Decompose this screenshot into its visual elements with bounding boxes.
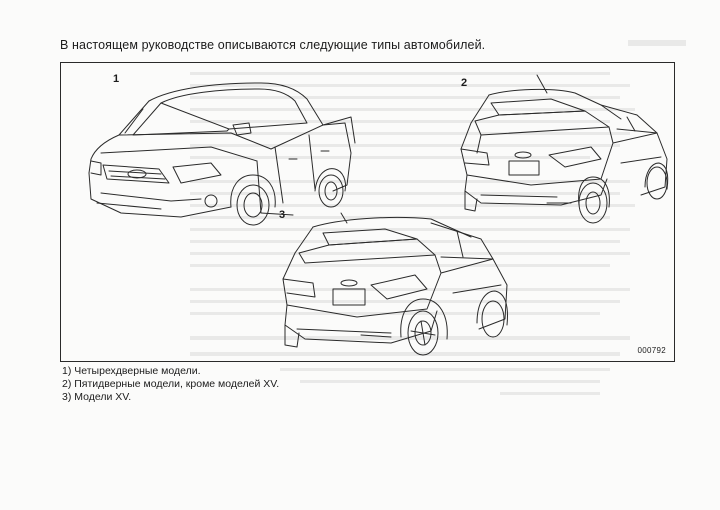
vehicle-types-figure (60, 62, 675, 362)
intro-text: В настоящем руководстве описываются следующие типы автомобилей. (60, 38, 486, 52)
figure-label-1: 1 (113, 73, 120, 85)
vehicle-illustrations (61, 63, 676, 363)
note-item: 3) Модели XV. (62, 391, 132, 403)
note-item: 2) Пятидверные модели, кроме моделей XV. (62, 378, 280, 390)
figure-label-3: 3 (279, 209, 286, 221)
crossover-illustration (283, 213, 508, 355)
figure-label-2: 2 (461, 77, 468, 89)
hatchback-illustration (461, 75, 668, 223)
vehicle-type-notes (62, 365, 279, 404)
sedan-illustration (89, 83, 355, 225)
figure-code: 000792 (637, 346, 666, 355)
note-item: 1) Четырехдверные модели. (62, 365, 201, 377)
